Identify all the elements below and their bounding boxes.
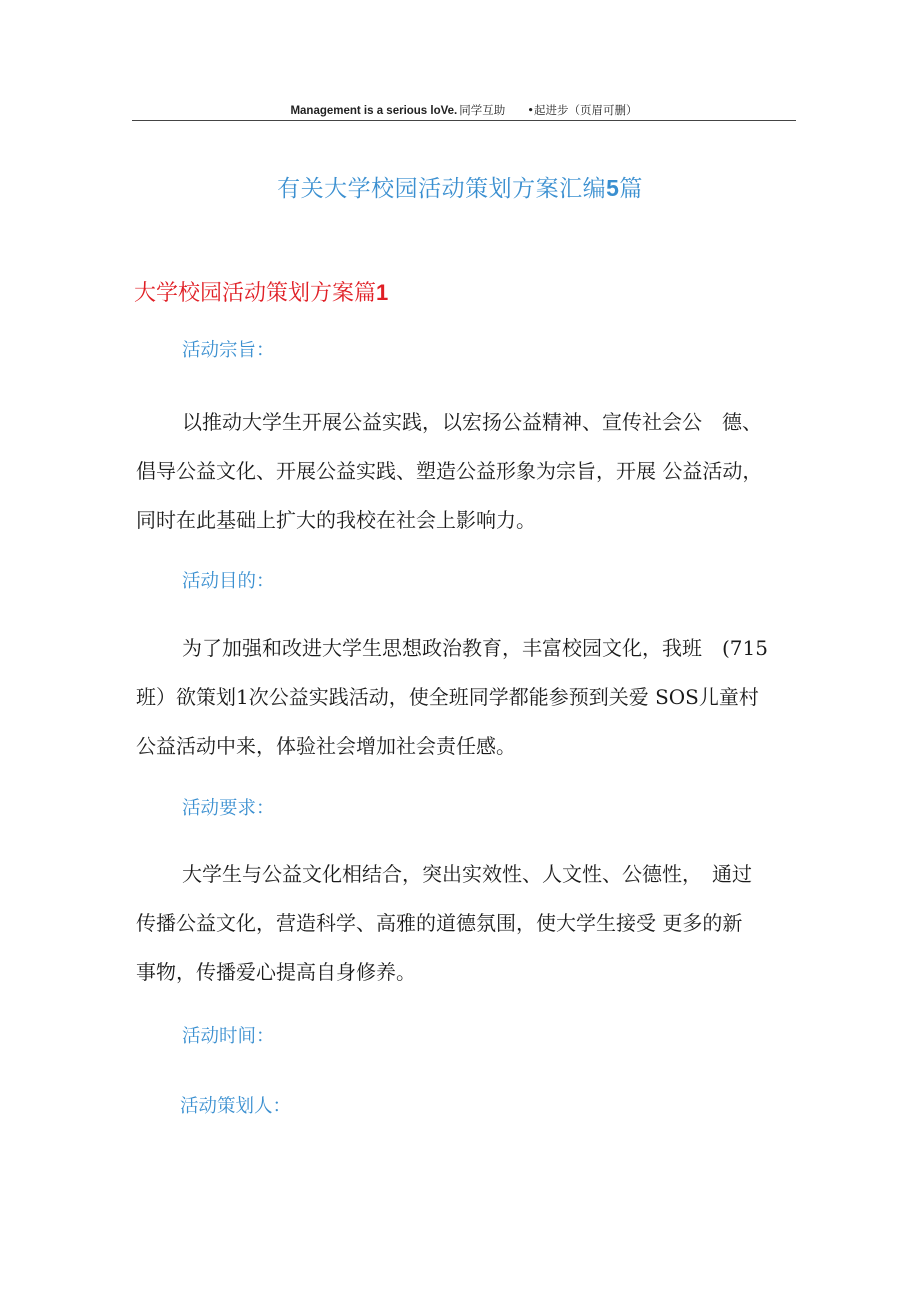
header-chinese-1: 同学互助 — [459, 103, 506, 117]
section-title-number: 1 — [376, 280, 389, 305]
paragraph-line: 以推动大学生开展公益实践，以宏扬公益精神、宣传社会公 德、 — [182, 410, 762, 434]
paragraph-line: 公益活动中来，体验社会增加社会责任感。 — [136, 734, 516, 758]
label-goal: 活动目的： — [182, 571, 275, 592]
page-header — [132, 100, 796, 121]
document-title — [0, 170, 920, 203]
section-title — [134, 276, 388, 307]
label-time: 活动时间： — [182, 1026, 275, 1047]
paragraph-line: 班）欲策划1次公益实践活动，使全班同学都能参预到关爱 SOS儿童村 — [136, 685, 759, 709]
label-planner: 活动策划人： — [180, 1096, 292, 1117]
header-chinese-2: •起进步（页眉可删） — [527, 103, 638, 117]
paragraph-line: 大学生与公益文化相结合，突出实效性、人文性、公德性， 通过 — [182, 862, 752, 886]
section-title-text: 大学校园活动策划方案篇 — [134, 281, 377, 306]
document-title-suffix: 篇 — [619, 176, 643, 202]
label-requirements: 活动要求： — [182, 798, 275, 819]
header-english: Management is a serious loVe. — [290, 105, 458, 117]
paragraph-line: 为了加强和改进大学生思想政治教育，丰富校园文化，我班 (715 — [182, 636, 768, 660]
label-purpose: 活动宗旨： — [182, 340, 275, 361]
paragraph-line: 传播公益文化，营造科学、高雅的道德氛围，使大学生接受 更多的新 — [136, 911, 743, 935]
paragraph-line: 倡导公益文化、开展公益实践、塑造公益形象为宗旨，开展 公益活动， — [136, 459, 763, 483]
paragraph-line: 同时在此基础上扩大的我校在社会上影响力。 — [136, 508, 536, 532]
document-title-text: 有关大学校园活动策划方案汇编 — [277, 176, 607, 202]
document-title-number: 5 — [606, 175, 620, 201]
paragraph-line: 事物，传播爱心提高自身修养。 — [136, 960, 416, 984]
